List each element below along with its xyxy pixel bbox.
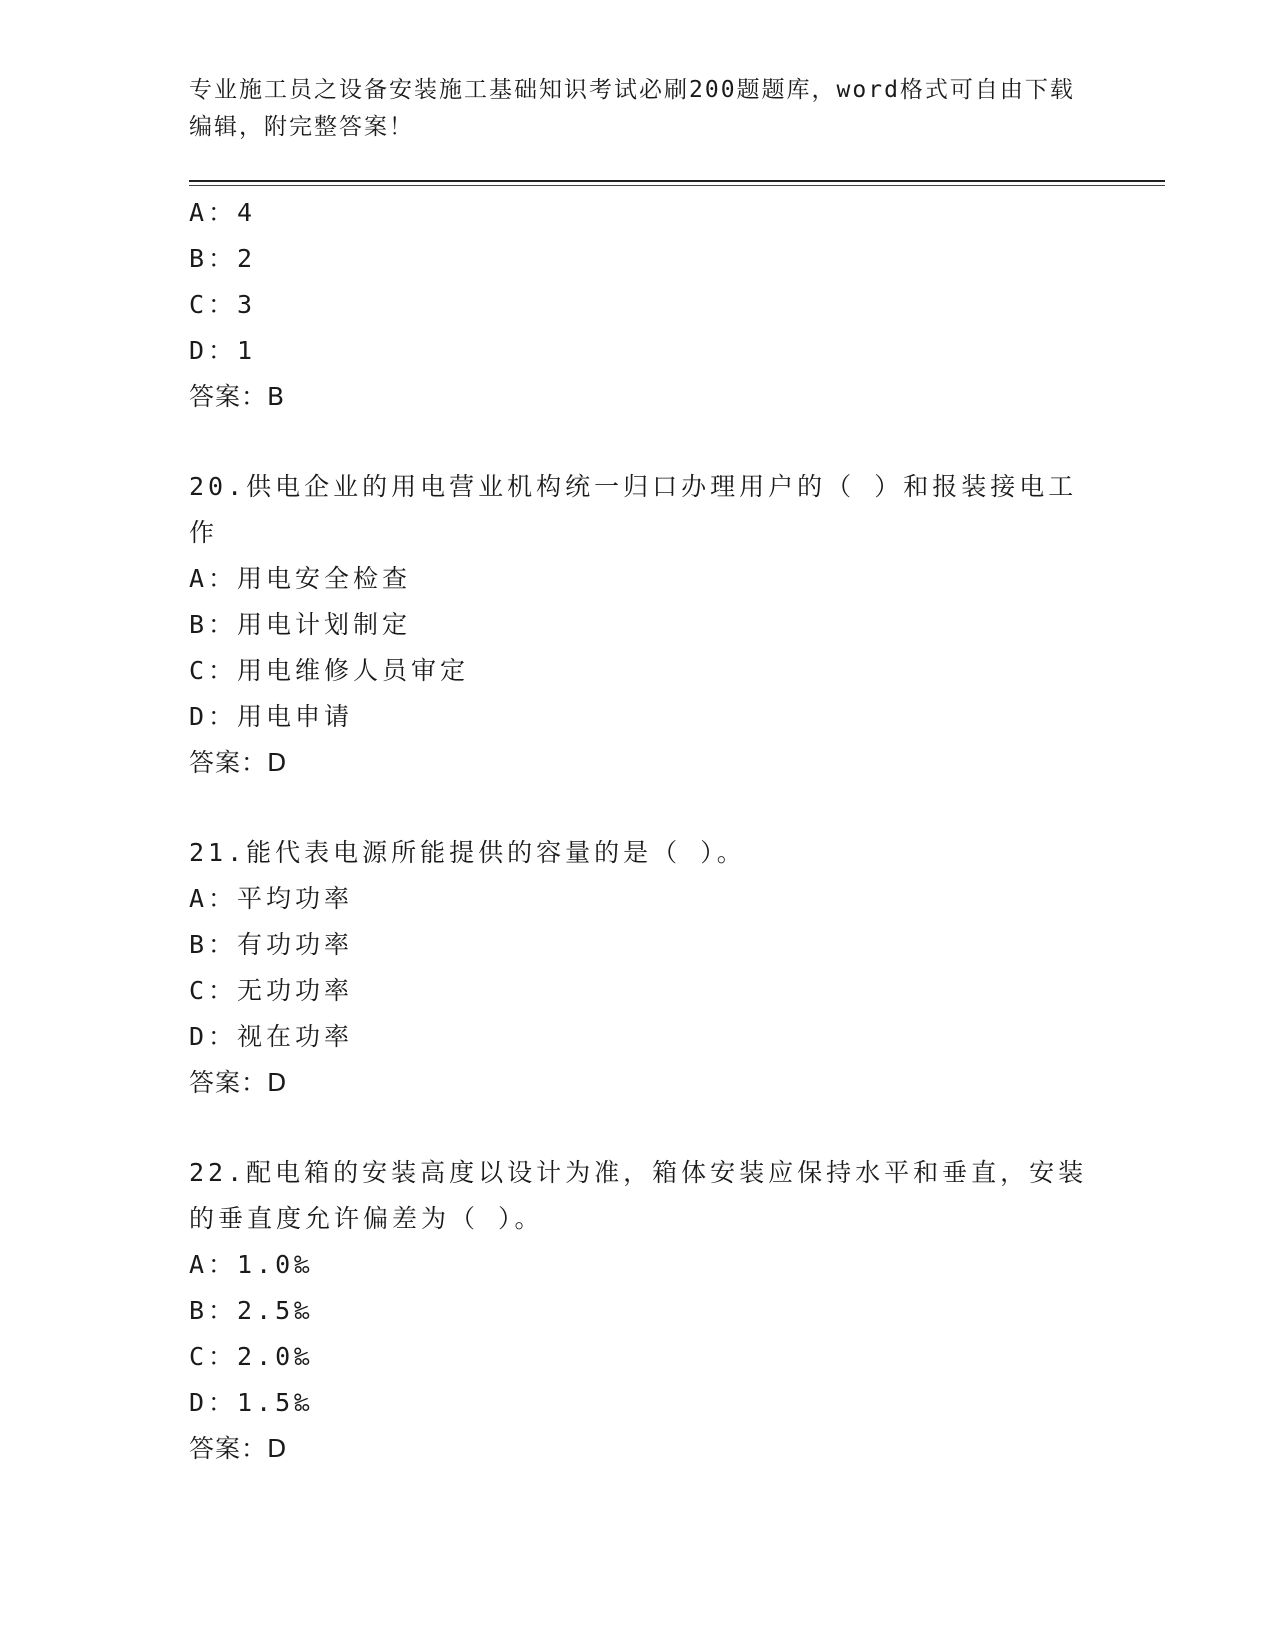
answer-label: 答案：D (189, 1434, 288, 1463)
header-divider-thick (189, 180, 1165, 182)
option-d: D：视在功率 (189, 1022, 354, 1051)
spacer (189, 420, 1089, 464)
option-d: D：1.5‰ (189, 1388, 314, 1417)
option-a: A：用电安全检查 (189, 564, 412, 593)
answer-label: 答案：B (189, 382, 286, 411)
question-20-text-line-1: 20.供电企业的用电营业机构统一归口办理用户的（ ）和报装接电工 (189, 472, 1078, 501)
option-b: B：2 (189, 244, 257, 273)
header-divider-thin (189, 185, 1165, 186)
option-c: C：无功功率 (189, 976, 354, 1005)
question-20-block (189, 464, 1089, 786)
question-22-block (189, 1150, 1089, 1472)
option-b: B：用电计划制定 (189, 610, 412, 639)
option-c: C：3 (189, 290, 257, 319)
spacer (189, 1106, 1089, 1150)
document-header (189, 72, 1089, 146)
option-a: A：1.0‰ (189, 1250, 314, 1279)
header-title-line-1: 专业施工员之设备安装施工基础知识考试必刷200题题库，word格式可自由下载 (189, 77, 1075, 103)
question-22-text-line-1: 22.配电箱的安装高度以设计为准，箱体安装应保持水平和垂直，安装 (189, 1158, 1088, 1187)
answer-label: 答案：D (189, 1068, 288, 1097)
option-d: D：用电申请 (189, 702, 354, 731)
question-list (189, 190, 1089, 1472)
option-c: C：用电维修人员审定 (189, 656, 470, 685)
question-21-block (189, 830, 1089, 1106)
option-a: A：平均功率 (189, 884, 354, 913)
spacer (189, 786, 1089, 830)
option-a: A：4 (189, 198, 257, 227)
header-title-line-2: 编辑，附完整答案！ (189, 114, 414, 140)
answer-label: 答案：D (189, 748, 288, 777)
option-c: C：2.0‰ (189, 1342, 314, 1371)
question-19-block (189, 190, 1089, 420)
option-d: D：1 (189, 336, 257, 365)
question-21-text: 21.能代表电源所能提供的容量的是（ ）。 (189, 838, 746, 867)
option-b: B：2.5‰ (189, 1296, 314, 1325)
question-22-text-line-2: 的垂直度允许偏差为（ ）。 (189, 1204, 544, 1233)
question-20-text-line-2: 作 (189, 518, 219, 547)
option-b: B：有功功率 (189, 930, 354, 959)
